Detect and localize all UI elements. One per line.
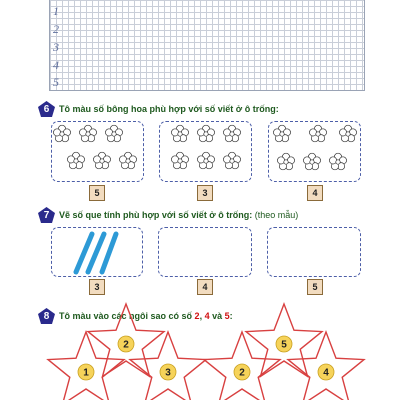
- exercise-number-badge: 8: [38, 308, 55, 324]
- exercise-number-badge: 7: [38, 207, 55, 223]
- exercise-number-badge: 6: [38, 101, 55, 117]
- number-box: 4: [197, 279, 213, 295]
- star-number: 4: [323, 367, 329, 379]
- number-box: 5: [307, 279, 323, 295]
- star-number: 3: [165, 367, 171, 379]
- grid-row-number: 2: [53, 22, 59, 36]
- grid-row-number: 4: [53, 58, 59, 72]
- number-box: 5: [89, 185, 105, 201]
- grid-row-number: 5: [53, 75, 59, 89]
- exercise-7-instruction: Vẽ số que tính phù hợp với số viết ở ô trống: (theo mẫu): [59, 210, 299, 220]
- number-box: 3: [89, 279, 105, 295]
- exercise-6-instruction: Tô màu số bông hoa phù hợp với số viết ở ô trống:: [59, 104, 279, 114]
- star-number: 2: [123, 339, 129, 351]
- star-number: 1: [83, 367, 89, 379]
- number-box: 4: [307, 185, 323, 201]
- star-number: 5: [281, 339, 287, 351]
- exercise-8-instruction: Tô màu vào các ngôi sao có số 2, 4 và 5:: [59, 311, 233, 321]
- number-box: 3: [197, 185, 213, 201]
- grid-row-number: 1: [53, 4, 59, 18]
- star-number: 2: [239, 367, 245, 379]
- grid-row-number: 3: [53, 40, 59, 54]
